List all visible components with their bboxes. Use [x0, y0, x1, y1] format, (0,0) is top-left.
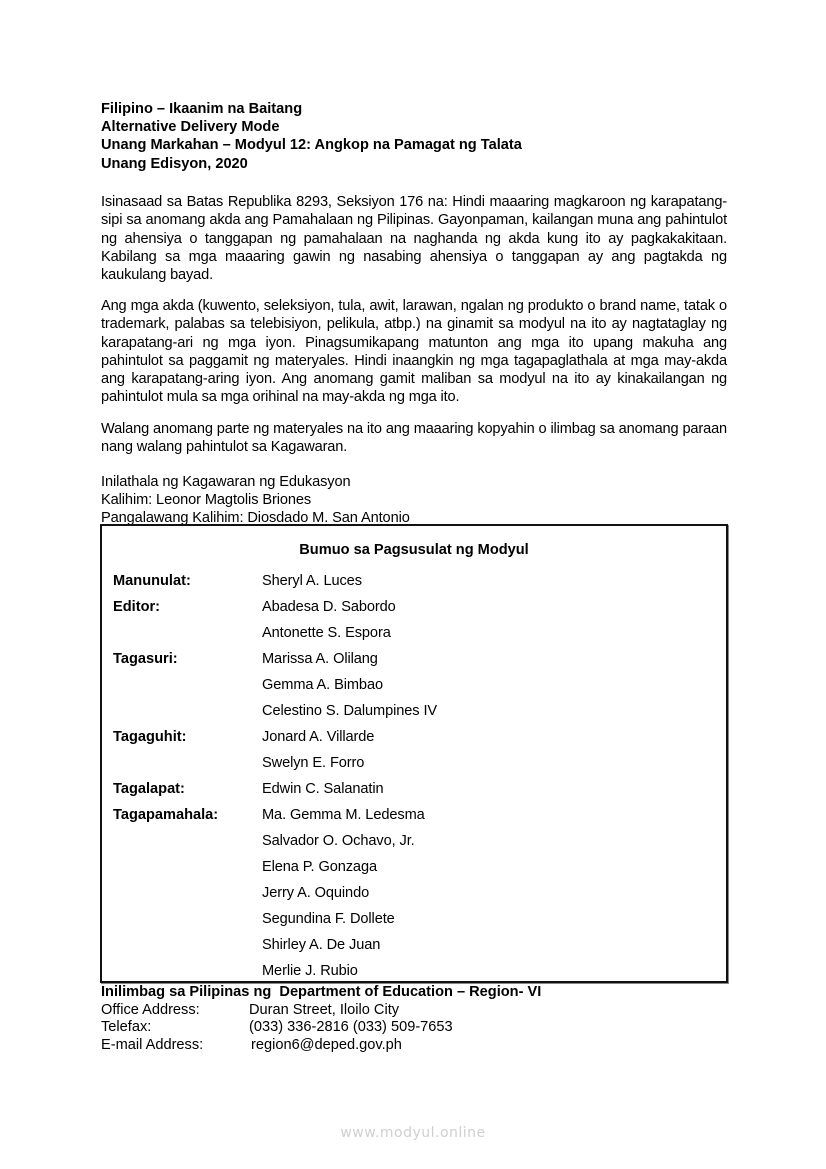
credit-name: Celestino S. Dalumpines IV: [262, 703, 438, 719]
delivery-mode-title: Alternative Delivery Mode: [101, 119, 280, 135]
credit-row: [113, 828, 713, 854]
credit-row: [113, 750, 713, 776]
credit-name: Swelyn E. Forro: [262, 755, 365, 771]
credit-name: Gemma A. Bimbao: [262, 677, 383, 693]
credit-name: Elena P. Gonzaga: [262, 859, 377, 875]
credits-box: [100, 524, 728, 983]
printed-by-section: [101, 984, 541, 1054]
credit-name: Jerry A. Oquindo: [262, 885, 370, 901]
subject-grade-title: Filipino – Ikaanim na Baitang: [101, 101, 303, 117]
credit-row: [113, 672, 713, 698]
credit-row: [113, 646, 713, 672]
credit-row: [113, 854, 713, 880]
credit-name: Ma. Gemma M. Ledesma: [262, 807, 425, 823]
credit-role: Manunulat:: [113, 573, 191, 589]
credit-role: Tagapamahala:: [113, 807, 219, 823]
edition-title: Unang Edisyon, 2020: [101, 156, 248, 172]
third-party-works-paragraph: Ang mga akda (kuwento, seleksiyon, tula, awit, larawan, ngalan ng produkto o brand name, tatak o trademark, palabas sa telebisiyon, pelikula, atbp.) na ginamit sa modyul na ito ay nagtataglay ng karapatang-ari ng mga iyon. Pinagsumikapang matunton ang mga ito upang makuha ang pahintulot sa paggamit ng materyales. Hindi inaangkin ng mga tagapaglathala at mga may-akda ang karapatang-aring iyon. Ang anomang gamit maliban sa modyul na ito ay kinakailangan ng pahintulot mula sa mga orihinal na may-akda ng mga ito.: [101, 298, 727, 406]
credit-row: [113, 698, 713, 724]
watermark: www.modyul.online: [340, 1125, 486, 1141]
credits-list: [113, 568, 713, 984]
credit-name: Shirley A. De Juan: [262, 937, 381, 953]
credit-name: Abadesa D. Sabordo: [262, 599, 396, 615]
credit-row: [113, 620, 713, 646]
credit-row: [113, 932, 713, 958]
credit-row: [113, 880, 713, 906]
secretary: Kalihim: Leonor Magtolis Briones: [101, 492, 312, 508]
email-label: E-mail Address:: [101, 1036, 204, 1053]
telefax-label: Telefax:: [101, 1019, 152, 1035]
email-value: region6@deped.gov.ph: [251, 1036, 402, 1053]
credit-row: [113, 568, 713, 594]
copyright-law-paragraph: Isinasaad sa Batas Republika 8293, Seksiyon 176 na: Hindi maaaring magkaroon ng karapatang-sipi sa anomang akda ang Pamahalaan ng Pilipinas. Gayonpaman, kailangan muna ang pahintulot ng ahensiya o tanggapan ng pamahalaan na naghanda ng akda kung ito ay pagkakakitaan. Kabilang sa mga maaaring gawin ng nasabing ahensiya o tanggapan ay ang pagtakda ng kaukulang bayad.: [101, 194, 727, 284]
telefax-row: [101, 1019, 541, 1037]
document-header: [101, 100, 522, 173]
printed-by-title: Inilimbag sa Pilipinas ng Department of Education – Region- VI: [101, 984, 542, 1000]
credit-row: [113, 724, 713, 750]
credit-name: Segundina F. Dollete: [262, 911, 395, 927]
credit-name: Salvador O. Ochavo, Jr.: [262, 833, 415, 849]
published-by: Inilathala ng Kagawaran ng Edukasyon: [101, 474, 351, 490]
credit-row: [113, 802, 713, 828]
credit-name: Jonard A. Villarde: [262, 729, 375, 745]
credit-row: [113, 958, 713, 984]
no-reproduction-paragraph: Walang anomang parte ng materyales na ito ang maaaring kopyahin o ilimbag sa anomang paraan nang walang pahintulot sa Kagawaran.: [101, 421, 727, 456]
credit-role: Editor:: [113, 599, 161, 615]
credits-title: Bumuo sa Pagsusulat ng Modyul: [299, 542, 529, 558]
credit-name: Edwin C. Salanatin: [262, 781, 384, 797]
credit-row: [113, 776, 713, 802]
office-address-value: Duran Street, Iloilo City: [249, 1001, 400, 1018]
module-title: Unang Markahan – Modyul 12: Angkop na Pamagat ng Talata: [101, 137, 522, 153]
undersecretary: Pangalawang Kalihim: Diosdado M. San Antonio: [101, 510, 410, 526]
credit-name: Antonette S. Espora: [262, 625, 391, 641]
credit-role: Tagasuri:: [113, 651, 178, 667]
credit-row: [113, 906, 713, 932]
credit-role: Tagalapat:: [113, 781, 185, 797]
email-row: [101, 1037, 541, 1055]
credit-name: Marissa A. Olilang: [262, 651, 378, 667]
credit-name: Merlie J. Rubio: [262, 963, 358, 979]
credit-role: Tagaguhit:: [113, 729, 187, 745]
credit-row: [113, 594, 713, 620]
telefax-value: (033) 336-2816 (033) 509-7653: [249, 1019, 453, 1035]
publisher-info: [101, 473, 410, 527]
office-address-label: Office Address:: [101, 1001, 200, 1018]
credit-name: Sheryl A. Luces: [262, 573, 362, 589]
office-address-row: [101, 1002, 541, 1020]
